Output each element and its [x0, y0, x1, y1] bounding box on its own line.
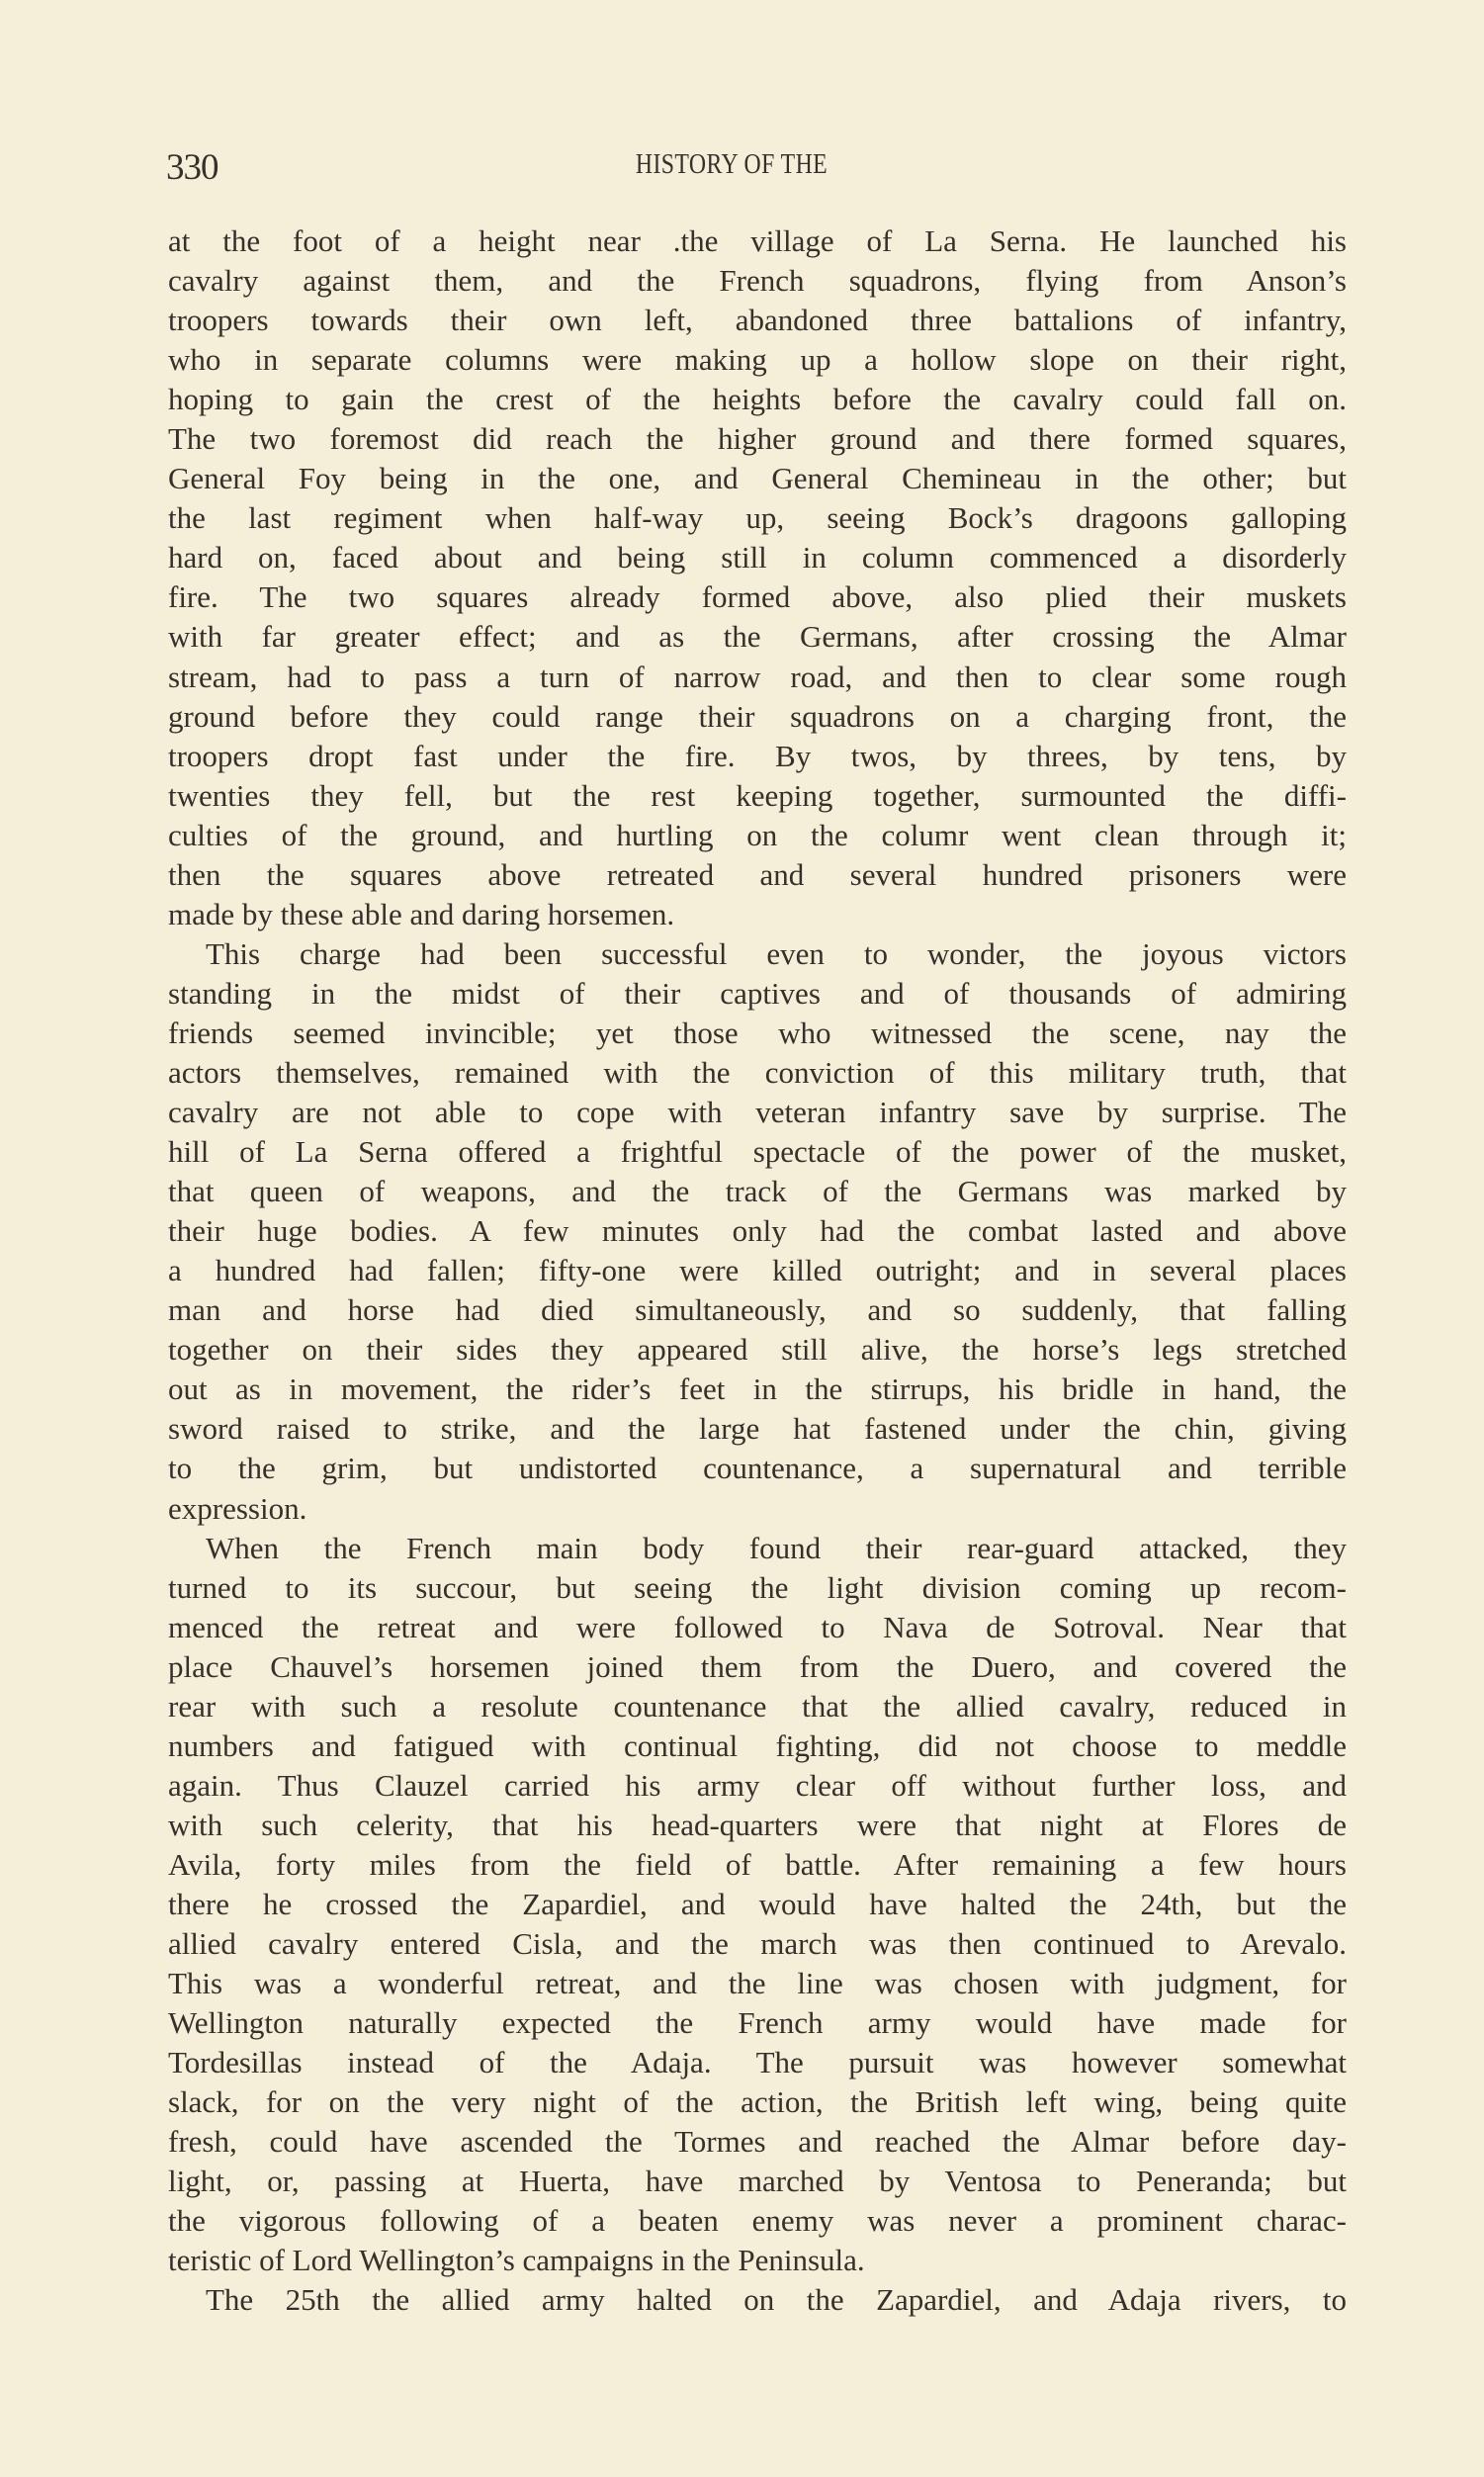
text-line: out as in movement, the rider’s feet in the stirrups, his bridle in hand, the: [168, 1371, 1347, 1407]
text-line: made by these able and daring horsemen.: [168, 896, 675, 931]
text-line: a hundred had fallen; fifty-one were killed outright; and in several places: [168, 1253, 1347, 1288]
text-line: at the foot of a height near .the village of La Serna. He launched his: [168, 223, 1347, 258]
text-line: light, or, passing at Huerta, have marched by Ventosa to Peneranda; but: [168, 2164, 1347, 2199]
text-line: slack, for on the very night of the action, the British left wing, being quite: [168, 2084, 1347, 2120]
text-line: expression.: [168, 1490, 307, 1526]
text-line: culties of the ground, and hurtling on the columr went clean through it;: [168, 817, 1347, 852]
text-line: that queen of weapons, and the track of the Germans was marked by: [168, 1174, 1347, 1209]
text-line: rear with such a resolute countenance that the allied cavalry, reduced in: [168, 1688, 1347, 1724]
text-line: turned to its succour, but seeing the light division coming up recom-: [168, 1569, 1347, 1605]
text-line: The 25th the allied army halted on the Zapardiel, and Adaja rivers, to: [206, 2282, 1347, 2318]
text-line: with such celerity, that his head-quarters were that night at Flores de: [168, 1807, 1347, 1842]
text-line: the vigorous following of a beaten enemy was never a prominent charac-: [168, 2203, 1347, 2239]
text-line: This was a wonderful retreat, and the line was chosen with judgment, for: [168, 1966, 1347, 2001]
text-line: standing in the midst of their captives and of thousands of admiring: [168, 975, 1347, 1011]
text-line: Tordesillas instead of the Adaja. The pursuit was however somewhat: [168, 2045, 1347, 2080]
text-line: The two foremost did reach the higher ground and there formed squares,: [168, 421, 1347, 457]
text-line: cavalry against them, and the French squadrons, flying from Anson’s: [168, 263, 1347, 299]
text-line: troopers towards their own left, abandoned three battalions of infantry,: [168, 303, 1347, 338]
text-line: actors themselves, remained with the conviction of this military truth, that: [168, 1054, 1347, 1090]
text-line: sword raised to strike, and the large hat fastened under the chin, giving: [168, 1411, 1347, 1447]
text-line: When the French main body found their rear-guard attacked, they: [206, 1530, 1347, 1565]
body-text: [168, 221, 1347, 2320]
text-line: This charge had been successful even to wonder, the joyous victors: [206, 935, 1347, 971]
page-number: 330: [166, 147, 218, 188]
text-line: General Foy being in the one, and General Chemineau in the other; but: [168, 461, 1347, 496]
running-head: HISTORY OF THE: [635, 148, 829, 180]
text-line: hard on, faced about and being still in column commenced a disorderly: [168, 540, 1347, 575]
text-line: again. Thus Clauzel carried his army clear off without further loss, and: [168, 1767, 1347, 1803]
text-line: there he crossed the Zapardiel, and would have halted the 24th, but the: [168, 1886, 1347, 1921]
text-line: friends seemed invincible; yet those who witnessed the scene, nay the: [168, 1015, 1347, 1050]
text-line: their huge bodies. A few minutes only had the combat lasted and above: [168, 1213, 1347, 1249]
text-line: Wellington naturally expected the French army would have made for: [168, 2005, 1347, 2041]
text-line: fresh, could have ascended the Tormes and reached the Almar before day-: [168, 2124, 1347, 2160]
paragraph: [168, 934, 1347, 1529]
text-line: the last regiment when half-way up, seeing Bock’s dragoons galloping: [168, 500, 1347, 536]
text-line: twenties they fell, but the rest keeping together, surmounted the diffi-: [168, 777, 1347, 813]
text-line: who in separate columns were making up a hollow slope on their right,: [168, 342, 1347, 378]
text-line: stream, had to pass a turn of narrow road, and then to clear some rough: [168, 659, 1347, 694]
text-line: to the grim, but undistorted countenance, a supernatural and terrible: [168, 1451, 1347, 1486]
paragraph: [168, 1529, 1347, 2281]
text-line: with far greater effect; and as the Germans, after crossing the Almar: [168, 619, 1347, 655]
paragraph: [168, 2280, 1347, 2320]
text-line: hoping to gain the crest of the heights before the cavalry could fall on.: [168, 382, 1347, 417]
text-line: cavalry are not able to cope with veteran infantry save by surprise. The: [168, 1095, 1347, 1130]
text-line: hill of La Serna offered a frightful spectacle of the power of the musket,: [168, 1134, 1347, 1170]
text-line: troopers dropt fast under the fire. By twos, by threes, by tens, by: [168, 738, 1347, 773]
paragraph: [168, 221, 1347, 934]
text-line: fire. The two squares already formed above, also plied their muskets: [168, 579, 1347, 615]
text-line: man and horse had died simultaneously, and so suddenly, that falling: [168, 1292, 1347, 1328]
text-line: allied cavalry entered Cisla, and the march was then continued to Arevalo.: [168, 1926, 1347, 1962]
text-line: place Chauvel’s horsemen joined them from the Duero, and covered the: [168, 1648, 1347, 1684]
text-line: menced the retreat and were followed to Nava de Sotroval. Near that: [168, 1609, 1347, 1644]
text-line: together on their sides they appeared still alive, the horse’s legs stretched: [168, 1332, 1347, 1368]
text-line: Avila, forty miles from the field of battle. After remaining a few hours: [168, 1846, 1347, 1882]
text-line: teristic of Lord Wellington’s campaigns in the Peninsula.: [168, 2243, 865, 2278]
text-line: then the squares above retreated and several hundred prisoners were: [168, 856, 1347, 892]
text-line: numbers and fatigued with continual fighting, did not choose to meddle: [168, 1727, 1347, 1763]
text-line: ground before they could range their squadrons on a charging front, the: [168, 698, 1347, 734]
